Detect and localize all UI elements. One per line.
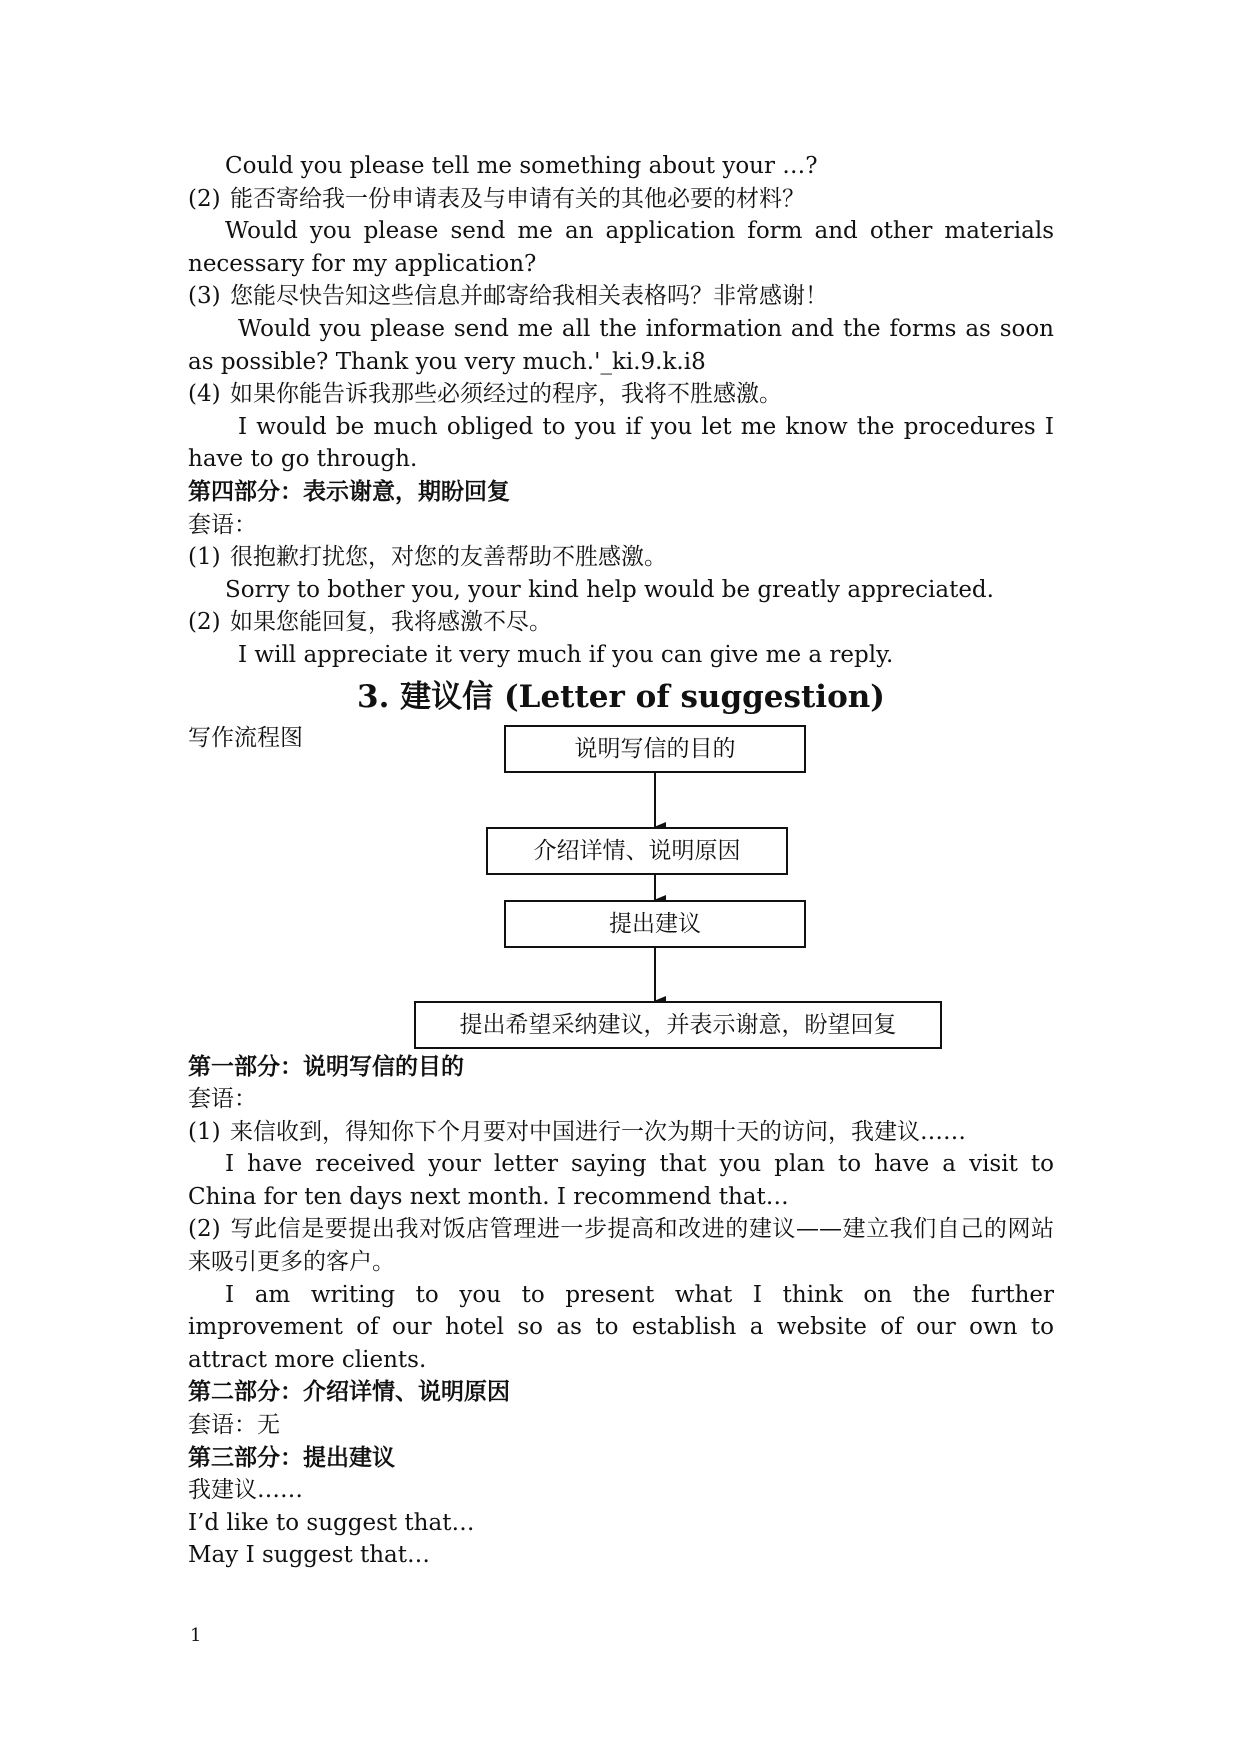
- flow-step-2: 介绍详情、说明原因: [486, 827, 788, 875]
- part2-set-phrase: 套语：无: [188, 1412, 280, 1439]
- item-text: 来信收到，得知你下个月要对中国进行一次为期十天的访问，我建议……: [230, 1118, 966, 1145]
- flow-step-1: 说明写信的目的: [504, 725, 806, 773]
- page-number: 1: [190, 1625, 202, 1646]
- part3-line2: I’d like to suggest that…: [188, 1509, 475, 1536]
- inquiry-item3-zh: [188, 280, 1054, 313]
- item-text: 能否寄给我一份申请表及与申请有关的其他必要的材料？: [230, 185, 805, 212]
- part1-item1-en: I have received your letter saying that you plan to have a visit to China for ten days next month. I recommend that…: [188, 1151, 1054, 1210]
- part1-set-phrase-label: 套语：: [188, 1086, 257, 1113]
- part4-item1-en: Sorry to bother you, your kind help would be greatly appreciated.: [225, 576, 994, 603]
- part3-line3: May I suggest that…: [188, 1542, 431, 1569]
- item-text: 您能尽快告知这些信息并邮寄给我相关表格吗？非常感谢！: [230, 283, 828, 310]
- inquiry-item4-zh: [188, 378, 1054, 411]
- item-text: 写此信是要提出我对饭店管理进一步提高和改进的建议——建立我们自己的网站来吸引更多的客户。: [188, 1216, 1054, 1276]
- item-number: (4): [188, 381, 221, 408]
- page-content: [188, 150, 1054, 1572]
- item-text: 如果你能告诉我那些必须经过的程序，我将不胜感激。: [230, 381, 782, 408]
- part3-line1: 我建议……: [188, 1477, 303, 1504]
- part4-item2-zh: [188, 606, 1054, 639]
- item-number: (1): [188, 544, 221, 571]
- item-number: (2): [188, 1216, 221, 1243]
- part1-item2-zh: [188, 1213, 1054, 1278]
- flow-step-3: 提出建议: [504, 900, 806, 948]
- part4-item1-zh: [188, 541, 1054, 574]
- inquiry-item2-en: Would you please send me an application form and other materials necessary for my application?: [188, 218, 1054, 277]
- flowchart-label: 写作流程图: [188, 724, 303, 751]
- inquiry-item2-zh: [188, 183, 1054, 216]
- part2-heading: 第二部分：介绍详情、说明原因: [188, 1378, 510, 1406]
- part4-item2-en: I will appreciate it very much if you can give me a reply.: [238, 641, 894, 668]
- part1-heading: 第一部分：说明写信的目的: [188, 1052, 464, 1080]
- inquiry-item4-en: I would be much obliged to you if you let me know the procedures I have to go through.: [188, 413, 1054, 473]
- flow-step-4: 提出希望采纳建议，并表示谢意，盼望回复: [414, 1001, 942, 1049]
- inquiry-item3-en: Would you please send me all the information and the forms as soon as possible? Thank you very much.'_ki.9.k.i8: [188, 315, 1054, 375]
- part4-heading: 第四部分：表示谢意，期盼回复: [188, 477, 510, 505]
- part3-heading: 第三部分：提出建议: [188, 1443, 395, 1471]
- part4-set-phrase-label: 套语：: [188, 511, 257, 538]
- item-number: (1): [188, 1118, 221, 1145]
- item-number: (2): [188, 185, 221, 212]
- item-number: (2): [188, 609, 221, 636]
- item-text: 很抱歉打扰您，对您的友善帮助不胜感激。: [230, 544, 667, 571]
- flowchart: [188, 722, 1054, 1137]
- item-number: (3): [188, 283, 221, 310]
- inquiry-line-could-you: Could you please tell me something about your …?: [225, 153, 818, 179]
- item-text: 如果您能回复，我将感激不尽。: [230, 609, 552, 636]
- part1-item2-en: I am writing to you to present what I think on the further improvement of our hotel so as to establish a website of our own to attract more clients.: [188, 1281, 1054, 1373]
- section-title-suggestion: 3. 建议信 (Letter of suggestion): [357, 678, 885, 715]
